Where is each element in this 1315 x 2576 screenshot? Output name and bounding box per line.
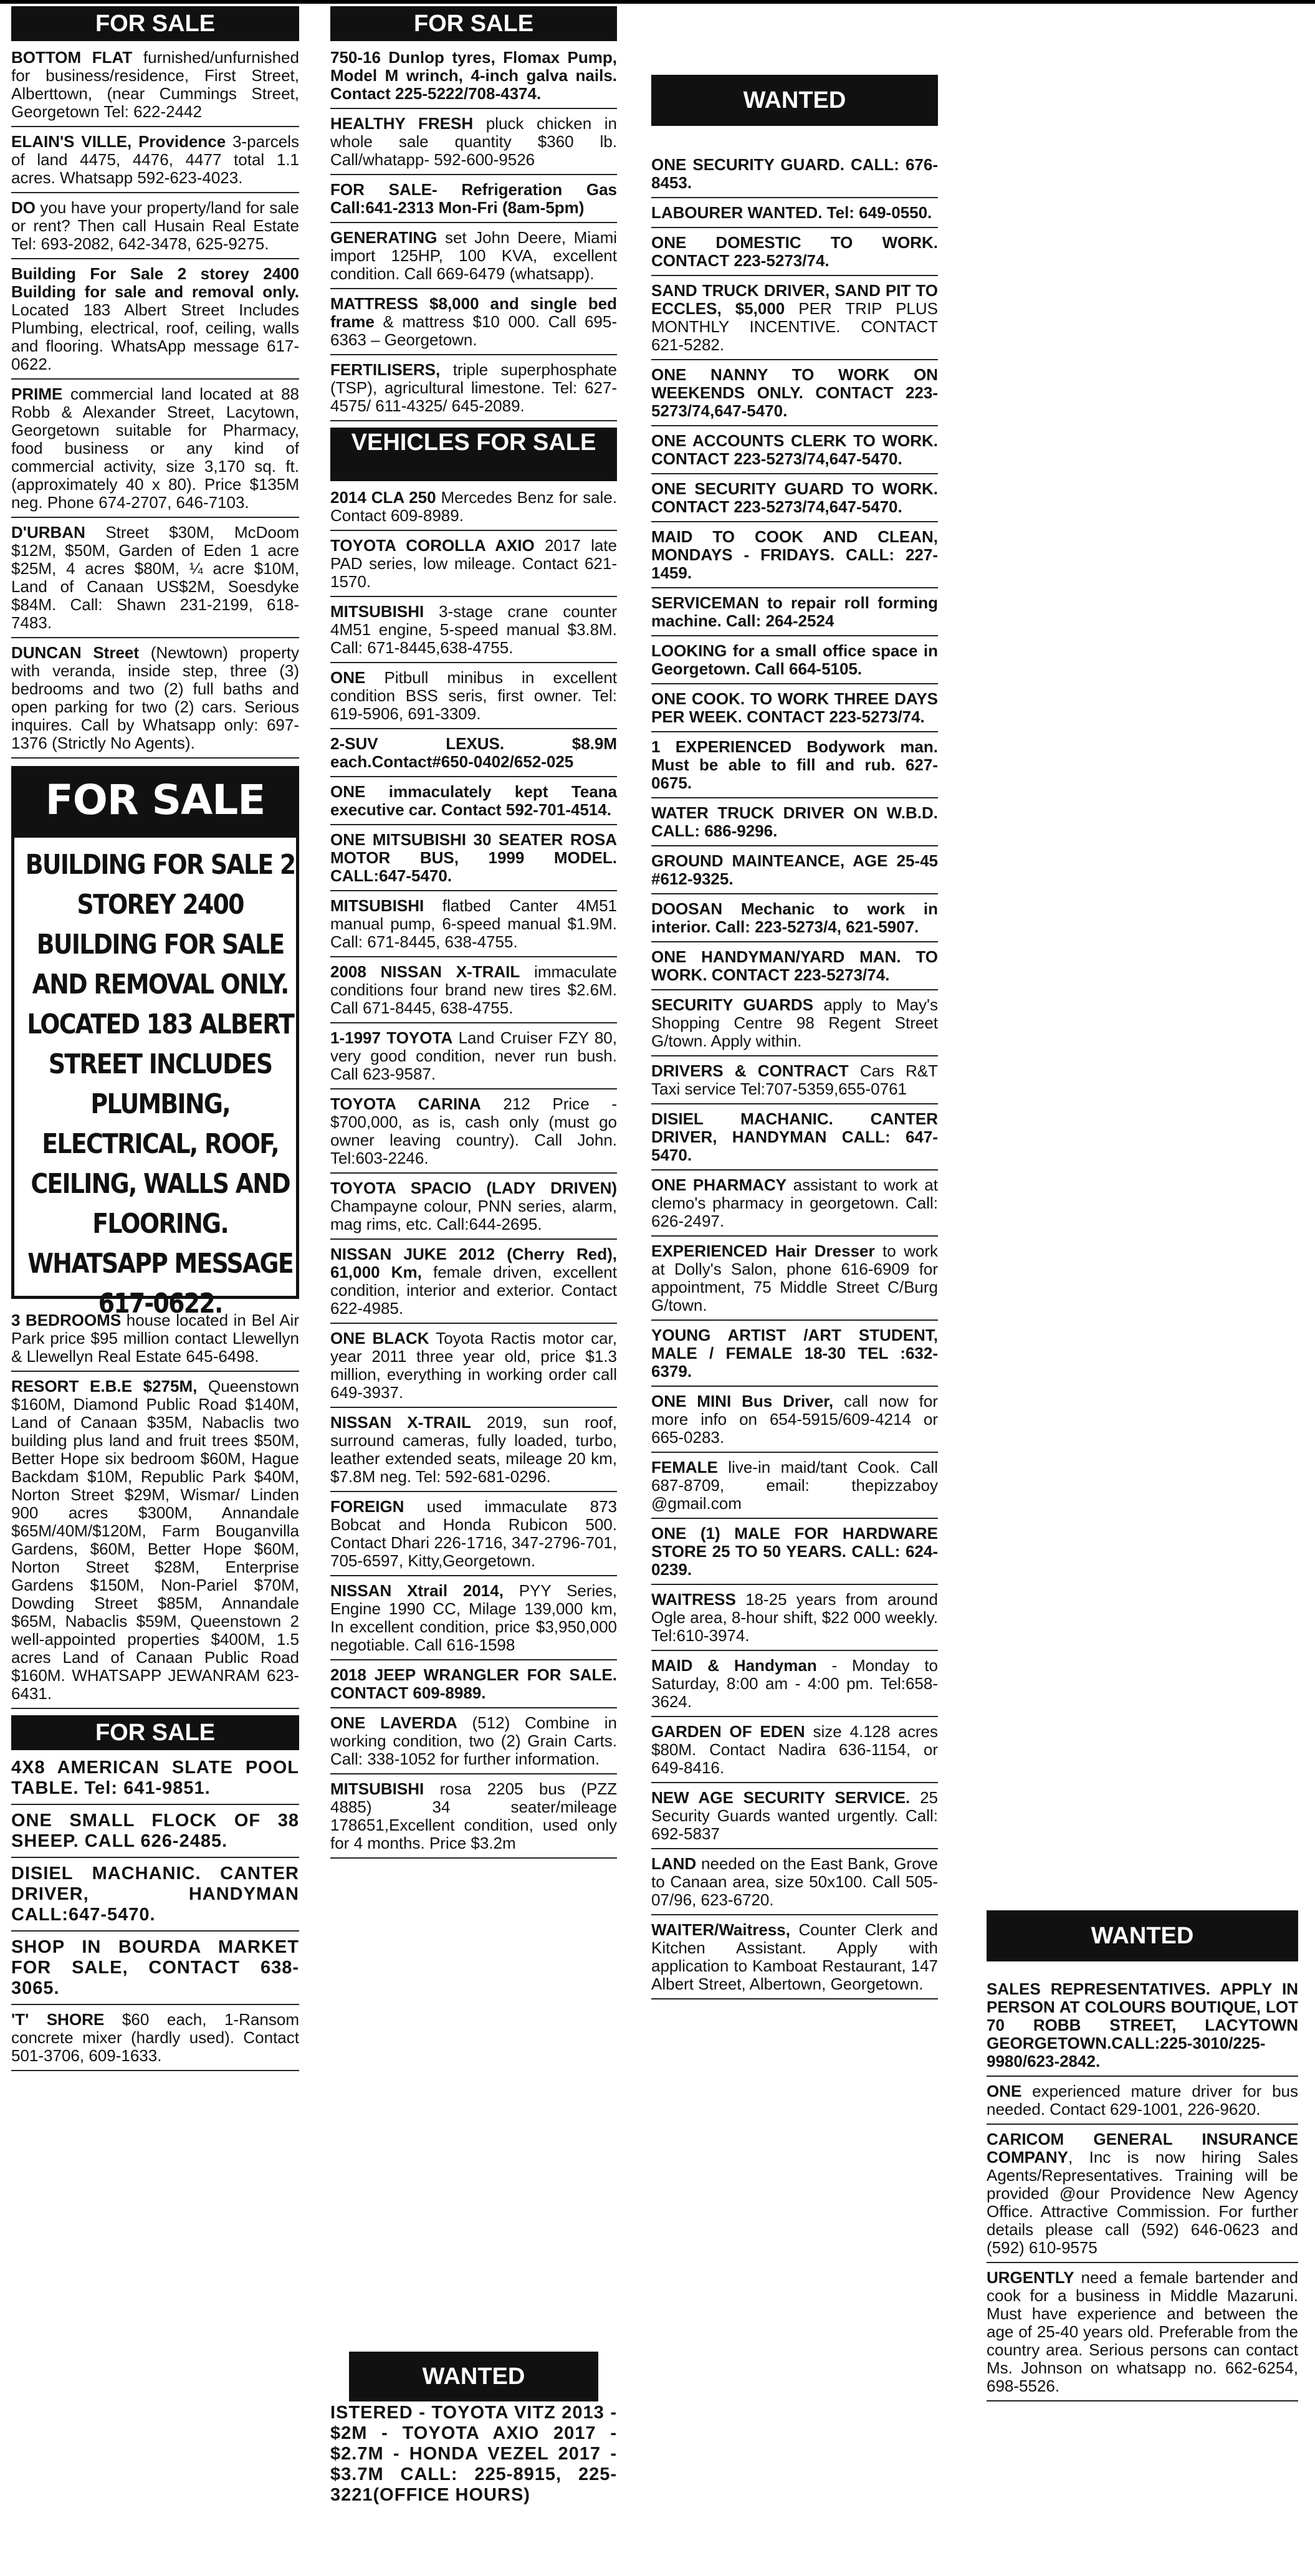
ad-lead: 1 EXPERIENCED Bodywork man. Must be able to fill and rub. 627-0675. (651, 737, 938, 792)
ad-lead: MAID TO COOK AND CLEAN, MONDAYS - FRIDAYS. CALL: 227-1459. (651, 527, 938, 582)
ad-lead: ONE ACCOUNTS CLERK TO WORK. CONTACT 223-5273/74,647-5470. (651, 431, 938, 468)
classified-ad (330, 1095, 617, 1174)
classified-ad (651, 366, 938, 426)
section-header-wanted-overlay: WANTED (349, 2352, 598, 2401)
ad-lead: 2008 NISSAN X-TRAIL (330, 962, 520, 981)
classified-ad (651, 1723, 938, 1783)
ad-lead: Building For Sale 2 storey 2400 Building for sale and removal only. (11, 264, 299, 301)
ad-body: commercial land located at 88 Robb & Alexander Street, Lacytown, Georgetown suitable for Pharmacy, food business or any kind of commercial activity, size 3,170 sq. ft. (approximately 40 x 80). Price $135M neg. Phone 674-2707, 646-7103. (11, 385, 299, 512)
classified-ad (651, 204, 938, 228)
classified-ad-vehicles-list: ISTERED - TOYOTA VITZ 2013 - $2M - TOYOTA AXIO 2017 - $2.7M - HONDA VEZEL 2017 - $3.7M CALL: 225-8915, 225-3221(OFFICE HOURS) (330, 2403, 617, 2505)
ad-lead: ELAIN'S VILLE, Providence (11, 132, 226, 151)
ad-lead: 2014 CLA 250 (330, 488, 436, 507)
ad-body: 3-stage crane counter 4M51 engine, 5-speed manual $3.8M. Call: 671-8445,638-4755. (330, 602, 617, 657)
classified-ad (651, 1326, 938, 1387)
classified-ad (987, 2082, 1298, 2125)
ad-lead: NISSAN Xtrail 2014, (330, 1581, 504, 1600)
classified-ad (330, 1179, 617, 1240)
ad-body: Cars R&T Taxi service Tel:707-5359,655-0761 (651, 1061, 939, 1098)
classified-ad (651, 1525, 938, 1585)
classified-ad (330, 669, 617, 729)
ad-lead: ONE BLACK (330, 1329, 429, 1348)
ad-body: live-in maid/tant Cook. Call 687-8709, email: thepizzaboy @gmail.com (651, 1458, 938, 1513)
classified-ad (11, 199, 299, 259)
classified-ad (651, 1392, 938, 1453)
ad-body: Pitbull minibus in excellent condition BSS seris, first owner. Tel: 619-5906, 691-3309. (330, 668, 617, 723)
ad-lead: 750-16 Dunlop tyres, Flomax Pump, Model M wrinch, 4-inch galva nails. Contact 225-5222/708-4374. (330, 48, 617, 103)
classified-ad (651, 1855, 938, 1915)
ad-lead: ONE SECURITY GUARD. CALL: 676-8453. (651, 155, 938, 192)
ad-lead: WAITER/Waitress, (651, 1920, 790, 1939)
classified-ad (651, 690, 938, 732)
ad-body: assistant to work at clemo's pharmacy in georgetown. Call: 626-2497. (651, 1175, 938, 1230)
ad-lead: MITSUBISHI (330, 1779, 424, 1798)
ad-body: , Inc is now hiring Sales Agents/Representatives. Training will be provided @our Providence New Agency Office. Attractive Commission. For further details please call (592) 646-0623 and (592) 610-9575 (987, 2148, 1298, 2257)
ad-lead: GROUND MAINTEANCE, AGE 25-45 #612-9325. (651, 851, 938, 888)
ad-body: furnished/unfurnished for business/residence, First Street, Alberttown, (near Cummings Street, Georgetown Tel: 622-2442 (11, 48, 299, 121)
classified-ad (651, 1591, 938, 1651)
ad-lead: 1-1997 TOYOTA (330, 1028, 453, 1047)
classified-ad (11, 265, 299, 380)
classified-ad (651, 1110, 938, 1171)
ad-lead: LOOKING for a small office space in Georgetown. Call 664-5105. (651, 641, 938, 678)
section-header-vehicles-for-sale: VEHICLES FOR SALE (330, 428, 617, 481)
classified-ad (330, 1714, 617, 1774)
ad-body: flatbed Canter 4M51 manual pump, 6-speed manual $1.9M. Call: 671-8445, 638-4755. (330, 896, 617, 951)
ad-lead: D'URBAN (11, 523, 85, 542)
classified-ad (651, 234, 938, 276)
classified-ad (330, 1582, 617, 1660)
ad-lead: LABOURER WANTED. Tel: 649-0550. (651, 203, 932, 222)
ad-lead: MAID & Handyman (651, 1656, 817, 1675)
ad-lead: RESORT E.B.E $275M, (11, 1377, 198, 1396)
ad-lead: ONE COOK. TO WORK THREE DAYS PER WEEK. CONTACT 223-5273/74. (651, 689, 938, 726)
classified-ad (651, 528, 938, 588)
ad-body: triple superphosphate (TSP), agricultural limestone. Tel: 627-4575/ 611-4325/ 645-2089. (330, 360, 617, 415)
ad-lead: ONE LAVERDA (330, 1713, 457, 1732)
ad-lead: FOR SALE- Refrigeration Gas Call:641-2313 Mon-Fri (8am-5pm) (330, 180, 617, 217)
ad-lead: DO (11, 198, 36, 217)
ad-body: to work at Dolly's Salon, phone 616-6909 for appointment, 75 Middle Street C/Burg G/town. (651, 1242, 938, 1314)
ad-body: (Newtown) property with veranda, inside step, three (3) bedrooms and two (2) full baths and open parking for two (2) cars. Serious inquires. Call by Whatsapp only: 697-1376 (Strictly No Agents). (11, 643, 300, 752)
ad-lead: HEALTHY FRESH (330, 114, 474, 133)
ad-lead: ONE PHARMACY (651, 1175, 787, 1194)
ad-body: apply to May's Shopping Centre 98 Regent Street G/town. Apply within. (651, 995, 938, 1050)
classified-ad (330, 735, 617, 777)
ad-lead: ONE NANNY TO WORK ON WEEKENDS ONLY. CONTACT 223-5273/74,647-5470. (651, 365, 938, 420)
ad-lead: NEW AGE SECURITY SERVICE. (651, 1788, 911, 1807)
classified-ad (987, 1980, 1298, 2077)
classified-ad (330, 783, 617, 825)
ad-lead: ONE immaculately kept Teana executive car. Contact 592-701-4514. (330, 782, 617, 819)
ad-lead: GARDEN OF EDEN (651, 1722, 805, 1741)
classified-ad (330, 1414, 617, 1492)
ad-body: female driven, excellent condition, interior and exterior. Contact 622-4985. (330, 1263, 617, 1318)
ad-lead: MITSUBISHI (330, 602, 424, 621)
ad-body: you have your property/land for sale or rent? Then call Husain Real Estate Tel: 693-2082, 642-3478, 625-9275. (11, 198, 299, 253)
classified-ad (330, 963, 617, 1023)
classified-ad (651, 1458, 938, 1519)
section-header-for-sale: FOR SALE (330, 6, 617, 41)
ad-body: 212 Price - $700,000, as is, cash only (must go owner leaving country). Call John. Tel:603-2246. (330, 1094, 617, 1167)
ad-lead: WATER TRUCK DRIVER ON W.B.D. CALL: 686-9296. (651, 803, 938, 840)
ad-body: PER TRIP PLUS MONTHLY INCENTIVE. CONTACT 621-5282. (651, 299, 938, 354)
classified-ad (330, 115, 617, 175)
ad-body: 3-parcels of land 4475, 4476, 4477 total 1.1 acres. Whatsapp 592-623-4023. (11, 132, 299, 187)
ad-body: Queenstown $160M, Diamond Public Road $140M, Land of Canaan $35M, Nabaclis two building plus land and fruit trees $50M, Better Hope six bedroom $60M, Hague Backdam $10M, Republic Park $40M, Norton Street $29M, Wismar/ Linden 900 acres $300M, Annandale $65M/40M/$120M, Farm Bouganvilla Gardens, $60M, Better Hope $60M, Norton Street $28M, Enterprise Gardens $150M, Non-Pariel $70M, Dowding Street $85M, Annandale $65M, Nabaclis $59M, Queenstown 2 well-appointed properties $400M, 1.5 acres Land of Canaan Public Road $160M. WHATSAPP JEWANRAM 623-6431. (11, 1377, 299, 1703)
classified-ad (651, 1921, 938, 1999)
ad-lead: FEMALE (651, 1458, 718, 1477)
ad-lead: 3 BEDROOMS (11, 1311, 122, 1329)
classified-ad (11, 133, 299, 193)
ad-lead: ONE SECURITY GUARD TO WORK. CONTACT 223-5273/74,647-5470. (651, 479, 938, 516)
ad-lead: DRIVERS & CONTRACT (651, 1061, 849, 1080)
section-header-for-sale-2: FOR SALE (11, 1715, 299, 1750)
ad-lead: DOOSAN Mechanic to work in interior. Call: 223-5273/4, 621-5907. (651, 899, 938, 936)
classified-ad: DISIEL MACHANIC. CANTER DRIVER, HANDYMAN CALL:647-5470. (11, 1864, 299, 1932)
classified-ad (651, 1657, 938, 1717)
ad-body: & mattress $10 000. Call 695-6363 – Georgetown. (330, 312, 617, 349)
ad-lead: 2018 JEEP WRANGLER FOR SALE. CONTACT 609-8989. (330, 1665, 617, 1702)
ad-lead: YOUNG ARTIST /ART STUDENT, MALE / FEMALE 18-30 TEL :632-6379. (651, 1326, 938, 1381)
classified-ad (651, 1789, 938, 1849)
ad-body: pluck chicken in whole sale quantity $360 lb. Call/whatapp- 592-600-9526 (330, 114, 618, 169)
classified-ad (330, 489, 617, 531)
classified-ad (330, 1329, 617, 1408)
ad-lead: LAND (651, 1854, 697, 1873)
ad-lead: NISSAN JUKE 2012 (Cherry Red), 61,000 Km, (330, 1245, 617, 1281)
ad-body: used immaculate 873 Bobcat and Honda Rubicon 500. Contact Dhari 226-1716, 347-2796-701, 705-6597, Kitty,Georgetown. (330, 1497, 617, 1570)
ad-lead: FERTILISERS, (330, 360, 441, 379)
ad-lead: ONE DOMESTIC TO WORK. CONTACT 223-5273/74. (651, 233, 938, 270)
ad-lead: WAITRESS (651, 1590, 736, 1609)
classified-ad (330, 295, 617, 355)
classified-ad (330, 1666, 617, 1708)
ad-lead: ONE (1) MALE FOR HARDWARE STORE 25 TO 50 YEARS. CALL: 624-0239. (651, 1524, 938, 1579)
classified-ad (651, 432, 938, 474)
ad-lead: FOREIGN (330, 1497, 404, 1516)
classified-ad (651, 852, 938, 894)
classified-ad (11, 1377, 299, 1709)
ad-body: 25 Security Guards wanted urgently. Call: 692-5837 (651, 1788, 938, 1843)
ad-body: 18-25 years from around Ogle area, 8-hour shift, $22 000 weekly. Tel:610-3974. (651, 1590, 938, 1645)
display-ad-header: FOR SALE (14, 769, 296, 838)
classified-ad (330, 537, 617, 597)
column-1 (11, 0, 299, 2077)
ad-lead: EXPERIENCED Hair Dresser (651, 1242, 875, 1260)
classified-ad: ONE SMALL FLOCK OF 38 SHEEP. CALL 626-2485. (11, 1811, 299, 1858)
ad-lead: ONE (330, 668, 366, 687)
classified-ad (651, 156, 938, 198)
classified-ad (330, 1780, 617, 1859)
ad-body: Located 183 Albert Street Includes Plumbing, electrical, roof, ceiling, walls and flooring. WhatsApp message 617-0622. (11, 300, 299, 373)
classified-ad (11, 644, 299, 759)
ad-lead: ONE (987, 2082, 1022, 2100)
ad-body: size 4.128 acres $80M. Contact Nadira 636-1154, or 649-8416. (651, 1722, 938, 1777)
classified-ad: 'T' SHORE $60 each, 1-Ransom concrete mixer (hardly used). Contact 501-3706, 609-1633. (11, 2011, 299, 2071)
classified-ad (651, 282, 938, 360)
ad-lead: DISIEL MACHANIC. CANTER DRIVER, HANDYMAN CALL: 647-5470. (651, 1109, 938, 1164)
classified-ad (330, 897, 617, 957)
ad-lead: PRIME (11, 385, 63, 403)
ad-body: 2019, sun roof, surround cameras, fully loaded, turbo, leather extended seats, mileage 20 km, $7.8M neg. Tel: 592-681-0296. (330, 1413, 617, 1486)
ad-body: set John Deere, Miami import 125HP, 100 KVA, excellent condition. Call 669-6479 (whatsapp). (330, 228, 617, 283)
ad-lead: MITSUBISHI (330, 896, 424, 915)
classified-ad (651, 1176, 938, 1237)
classified-ad (651, 480, 938, 522)
ad-body: house located in Bel Air Park price $95 million contact Llewellyn & Llewellyn Real Estate 645-6498. (11, 1311, 299, 1366)
ad-body: immaculate conditions four brand new tires $2.6M. Call 671-8445, 638-4755. (330, 962, 617, 1017)
ad-lead: ONE MITSUBISHI 30 SEATER ROSA MOTOR BUS, 1999 MODEL. CALL:647-5470. (330, 830, 617, 885)
column-2 (330, 0, 617, 1864)
ad-lead: ONE MINI Bus Driver, (651, 1392, 834, 1410)
classified-ad (330, 603, 617, 663)
classified-ad (651, 948, 938, 990)
classified-ad (651, 900, 938, 942)
ad-body: rosa 2205 bus (PZZ 4885) 34 seater/mileage 178651,Excellent condition, used only for 4 months. Price $3.2m (330, 1779, 617, 1852)
ad-lead: GENERATING (330, 228, 438, 247)
ad-lead: BOTTOM FLAT (11, 48, 133, 67)
classified-ad (330, 1245, 617, 1324)
section-header-wanted: WANTED (987, 1910, 1298, 1961)
classified-ad (330, 831, 617, 891)
ad-lead: MATTRESS $8,000 and single bed frame (330, 294, 617, 331)
ad-lead: CARICOM GENERAL INSURANCE COMPANY (987, 2130, 1298, 2167)
ad-body: Toyota Ractis motor car, year 2011 three year old, price $1.3 million, everything in working order call 649-3937. (330, 1329, 617, 1402)
ad-body: - Monday to Saturday, 8:00 am - 4:00 pm. Tel:658-3624. (651, 1656, 939, 1711)
ad-body: Mercedes Benz for sale. Contact 609-8989. (330, 488, 618, 525)
display-ad-body: BUILDING FOR SALE 2 STOREY 2400 BUILDING FOR SALE AND REMOVAL ONLY. LOCATED 183 ALBERT STREET INCLUDES PLUMBING, ELECTRICAL, ROOF, CEILING, WALLS AND FLOORING. WHATSAPP MESSAGE 617-0622. (25, 849, 295, 1319)
ad-lead: DUNCAN Street (11, 643, 140, 662)
ad-body: (512) Combine in working condition, two (2) Grain Carts. Call: 338-1052 for further information. (330, 1713, 618, 1768)
classified-ad (11, 385, 299, 518)
classified-ad (330, 361, 617, 421)
ad-body: needed on the East Bank, Grove to Canaan area, size 50x100. Call 505-07/96, 623-6720. (651, 1854, 938, 1909)
section-header-wanted: WANTED (651, 75, 938, 126)
classified-ad (651, 996, 938, 1056)
ad-lead: TOYOTA CARINA (330, 1094, 481, 1113)
ad-body: 2017 late PAD series, low mileage. Contact 621-1570. (330, 536, 617, 591)
classified-ad (651, 738, 938, 798)
ad-lead: SECURITY GUARDS (651, 995, 814, 1014)
ad-body: PYY Series, Engine 1990 CC, Milage 139,000 km, In excellent condition, price $3,950,000 negotiable. Call 616-1598 (330, 1581, 617, 1654)
classified-ad (330, 1029, 617, 1089)
classified-ad (987, 2130, 1298, 2263)
display-ad-building-for-sale (11, 766, 299, 1319)
ad-body: Land Cruiser FZY 80, very good condition, never run bush. Call 623-9587. (330, 1028, 617, 1083)
classified-ad (651, 1062, 938, 1104)
ad-lead: SAND TRUCK DRIVER, SAND PIT TO ECCLES, $5,000 (651, 281, 938, 318)
classified-ad (330, 49, 617, 109)
ad-lead: SALES REPRESENTATIVES. APPLY IN PERSON AT COLOURS BOUTIQUE, LOT 70 ROBB STREET, LACYTOWN GEORGETOWN.CALL:225-3010/225-9980/623-2842. (987, 1980, 1298, 2071)
ad-body: experienced mature driver for bus needed. Contact 629-1001, 226-9620. (987, 2082, 1298, 2119)
ad-lead: 2-SUV LEXUS. $8.9M each.Contact#650-0402/652-025 (330, 734, 617, 771)
ad-body: Counter Clerk and Kitchen Assistant. Apply with application to Kamboat Restaurant, 147 Albert Street, Albertown, Georgetown. (651, 1920, 938, 1993)
ad-lead: URGENTLY (987, 2268, 1074, 2287)
classified-ad (330, 181, 617, 223)
classified-ad (651, 594, 938, 636)
classified-ad (987, 2269, 1298, 2401)
ad-lead: NISSAN X-TRAIL (330, 1413, 471, 1432)
section-header-for-sale: FOR SALE (11, 6, 299, 41)
classified-ad: 4X8 AMERICAN SLATE POOL TABLE. Tel: 641-9851. (11, 1758, 299, 1805)
classified-ad: SHOP IN BOURDA MARKET FOR SALE, CONTACT 638-3065. (11, 1937, 299, 2005)
column-4 (987, 1907, 1298, 2407)
ad-lead: ONE HANDYMAN/YARD MAN. TO WORK. CONTACT 223-5273/74. (651, 947, 938, 984)
ad-body: need a female bartender and cook for a business in Middle Mazaruni. Must have experience and between the age of 25-40 years old. Preferable from the country area. Serious persons can contact Ms. Johnson on whatsapp no. 662-6254, 698-5526. (987, 2268, 1298, 2395)
classified-ad (11, 524, 299, 638)
column-3 (651, 0, 938, 2005)
ad-lead: SERVICEMAN to repair roll forming machine. Call: 264-2524 (651, 593, 938, 630)
classified-ad (330, 229, 617, 289)
ad-body: Champayne colour, PNN series, alarm, mag rims, etc. Call:644-2695. (330, 1197, 617, 1233)
classified-ad (330, 1498, 617, 1576)
classified-ad (651, 1242, 938, 1321)
classified-ad (651, 642, 938, 684)
classified-ad (11, 49, 299, 127)
ad-lead: TOYOTA SPACIO (LADY DRIVEN) (330, 1179, 617, 1197)
classified-ad (651, 804, 938, 846)
ad-body: Street $30M, McDoom $12M, $50M, Garden of Eden 1 acre $25M, 4 acres $80M, ¼ acre $10M, Land of Canaan US$2M, Soesdyke $84M. Call: Shawn 231-2199, 618-7483. (11, 523, 299, 632)
ad-lead: TOYOTA COROLLA AXIO (330, 536, 535, 555)
ad-body: call now for more info on 654-5915/609-4214 or 665-0283. (651, 1392, 938, 1447)
